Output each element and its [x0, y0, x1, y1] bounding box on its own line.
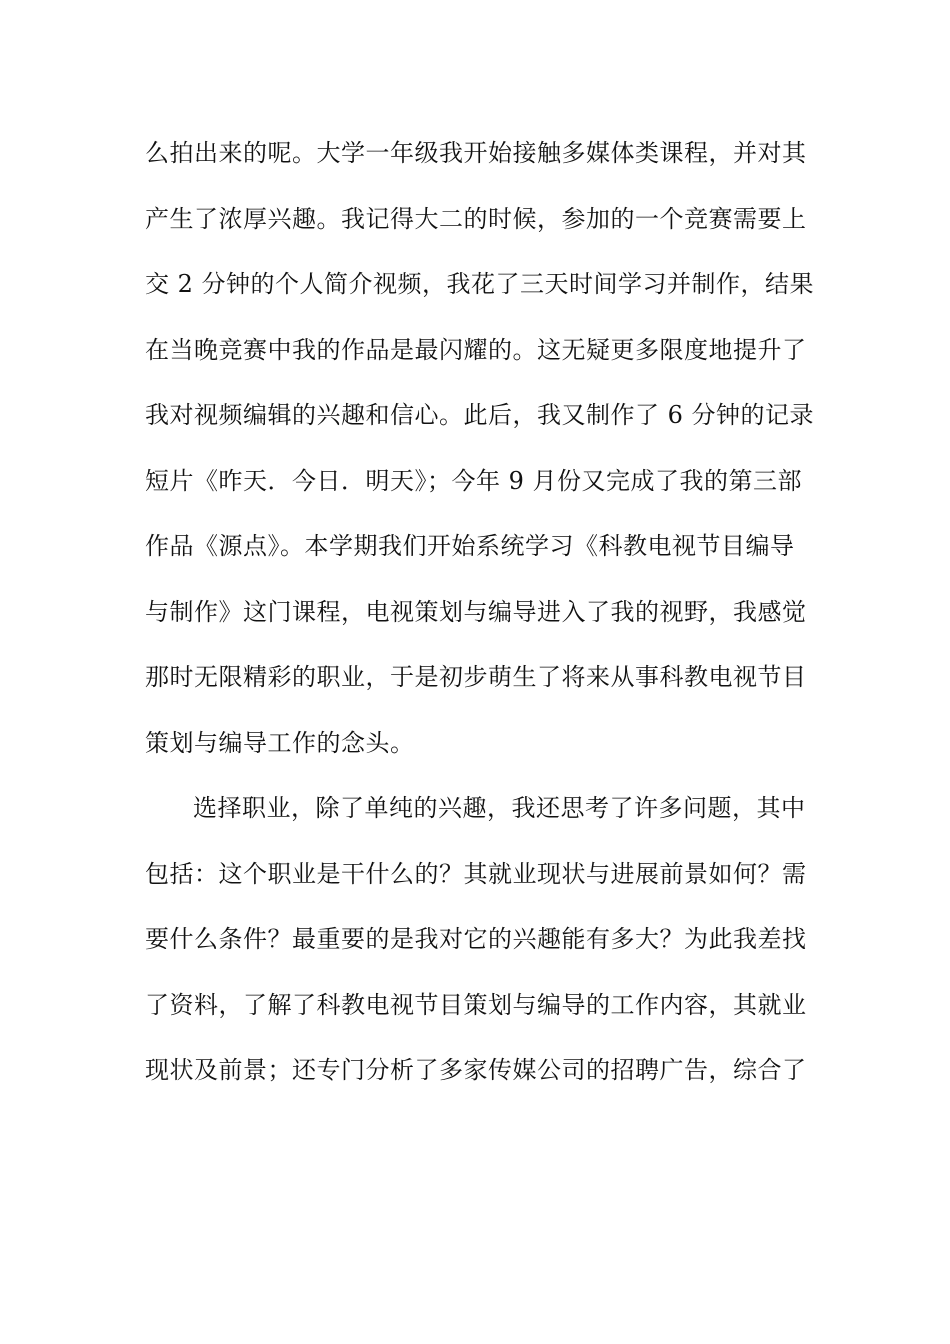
text-line: 要什么条件？最重要的是我对它的兴趣能有多大？为此我差找 [145, 925, 807, 953]
text-line: 包括：这个职业是干什么的？其就业现状与进展前景如何？需 [145, 859, 807, 888]
text-line: 产生了浓厚兴趣。我记得大二的时候，参加的一个竞赛需要上 [145, 204, 807, 233]
text-line: 在当晚竞赛中我的作品是最闪耀的。这无疑更多限度地提升了 [145, 335, 807, 364]
paragraph-1 [145, 130, 815, 785]
text-line: 短片《昨天．今日．明天》；今年 9 月份又完成了我的第三部 [145, 466, 803, 495]
text-line: 了资料，了解了科教电视节目策划与编导的工作内容，其就业 [145, 990, 807, 1019]
text-line: 与制作》这门课程，电视策划与编导进入了我的视野，我感觉 [145, 597, 807, 626]
text-line: 交 2 分钟的个人简介视频，我花了三天时间学习并制作，结果 [145, 270, 815, 298]
document-body [145, 130, 815, 1113]
text-line: 那时无限精彩的职业，于是初步萌生了将来从事科教电视节目 [145, 663, 807, 691]
text-line: 选择职业，除了单纯的兴趣，我还思考了许多问题，其中 [193, 794, 806, 822]
paragraph-2 [145, 785, 810, 1113]
text-line: 现状及前景；还专门分析了多家传媒公司的招聘广告，综合了 [145, 1056, 807, 1084]
text-line: 作品《源点》。本学期我们开始系统学习《科教电视节目编导 [145, 532, 795, 560]
text-line: 么拍出来的呢。大学一年级我开始接触多媒体类课程，并对其 [145, 139, 807, 167]
text-line: 策划与编导工作的念头。 [145, 728, 415, 757]
text-line: 我对视频编辑的兴趣和信心。此后，我又制作了 6 分钟的记录 [145, 401, 815, 429]
